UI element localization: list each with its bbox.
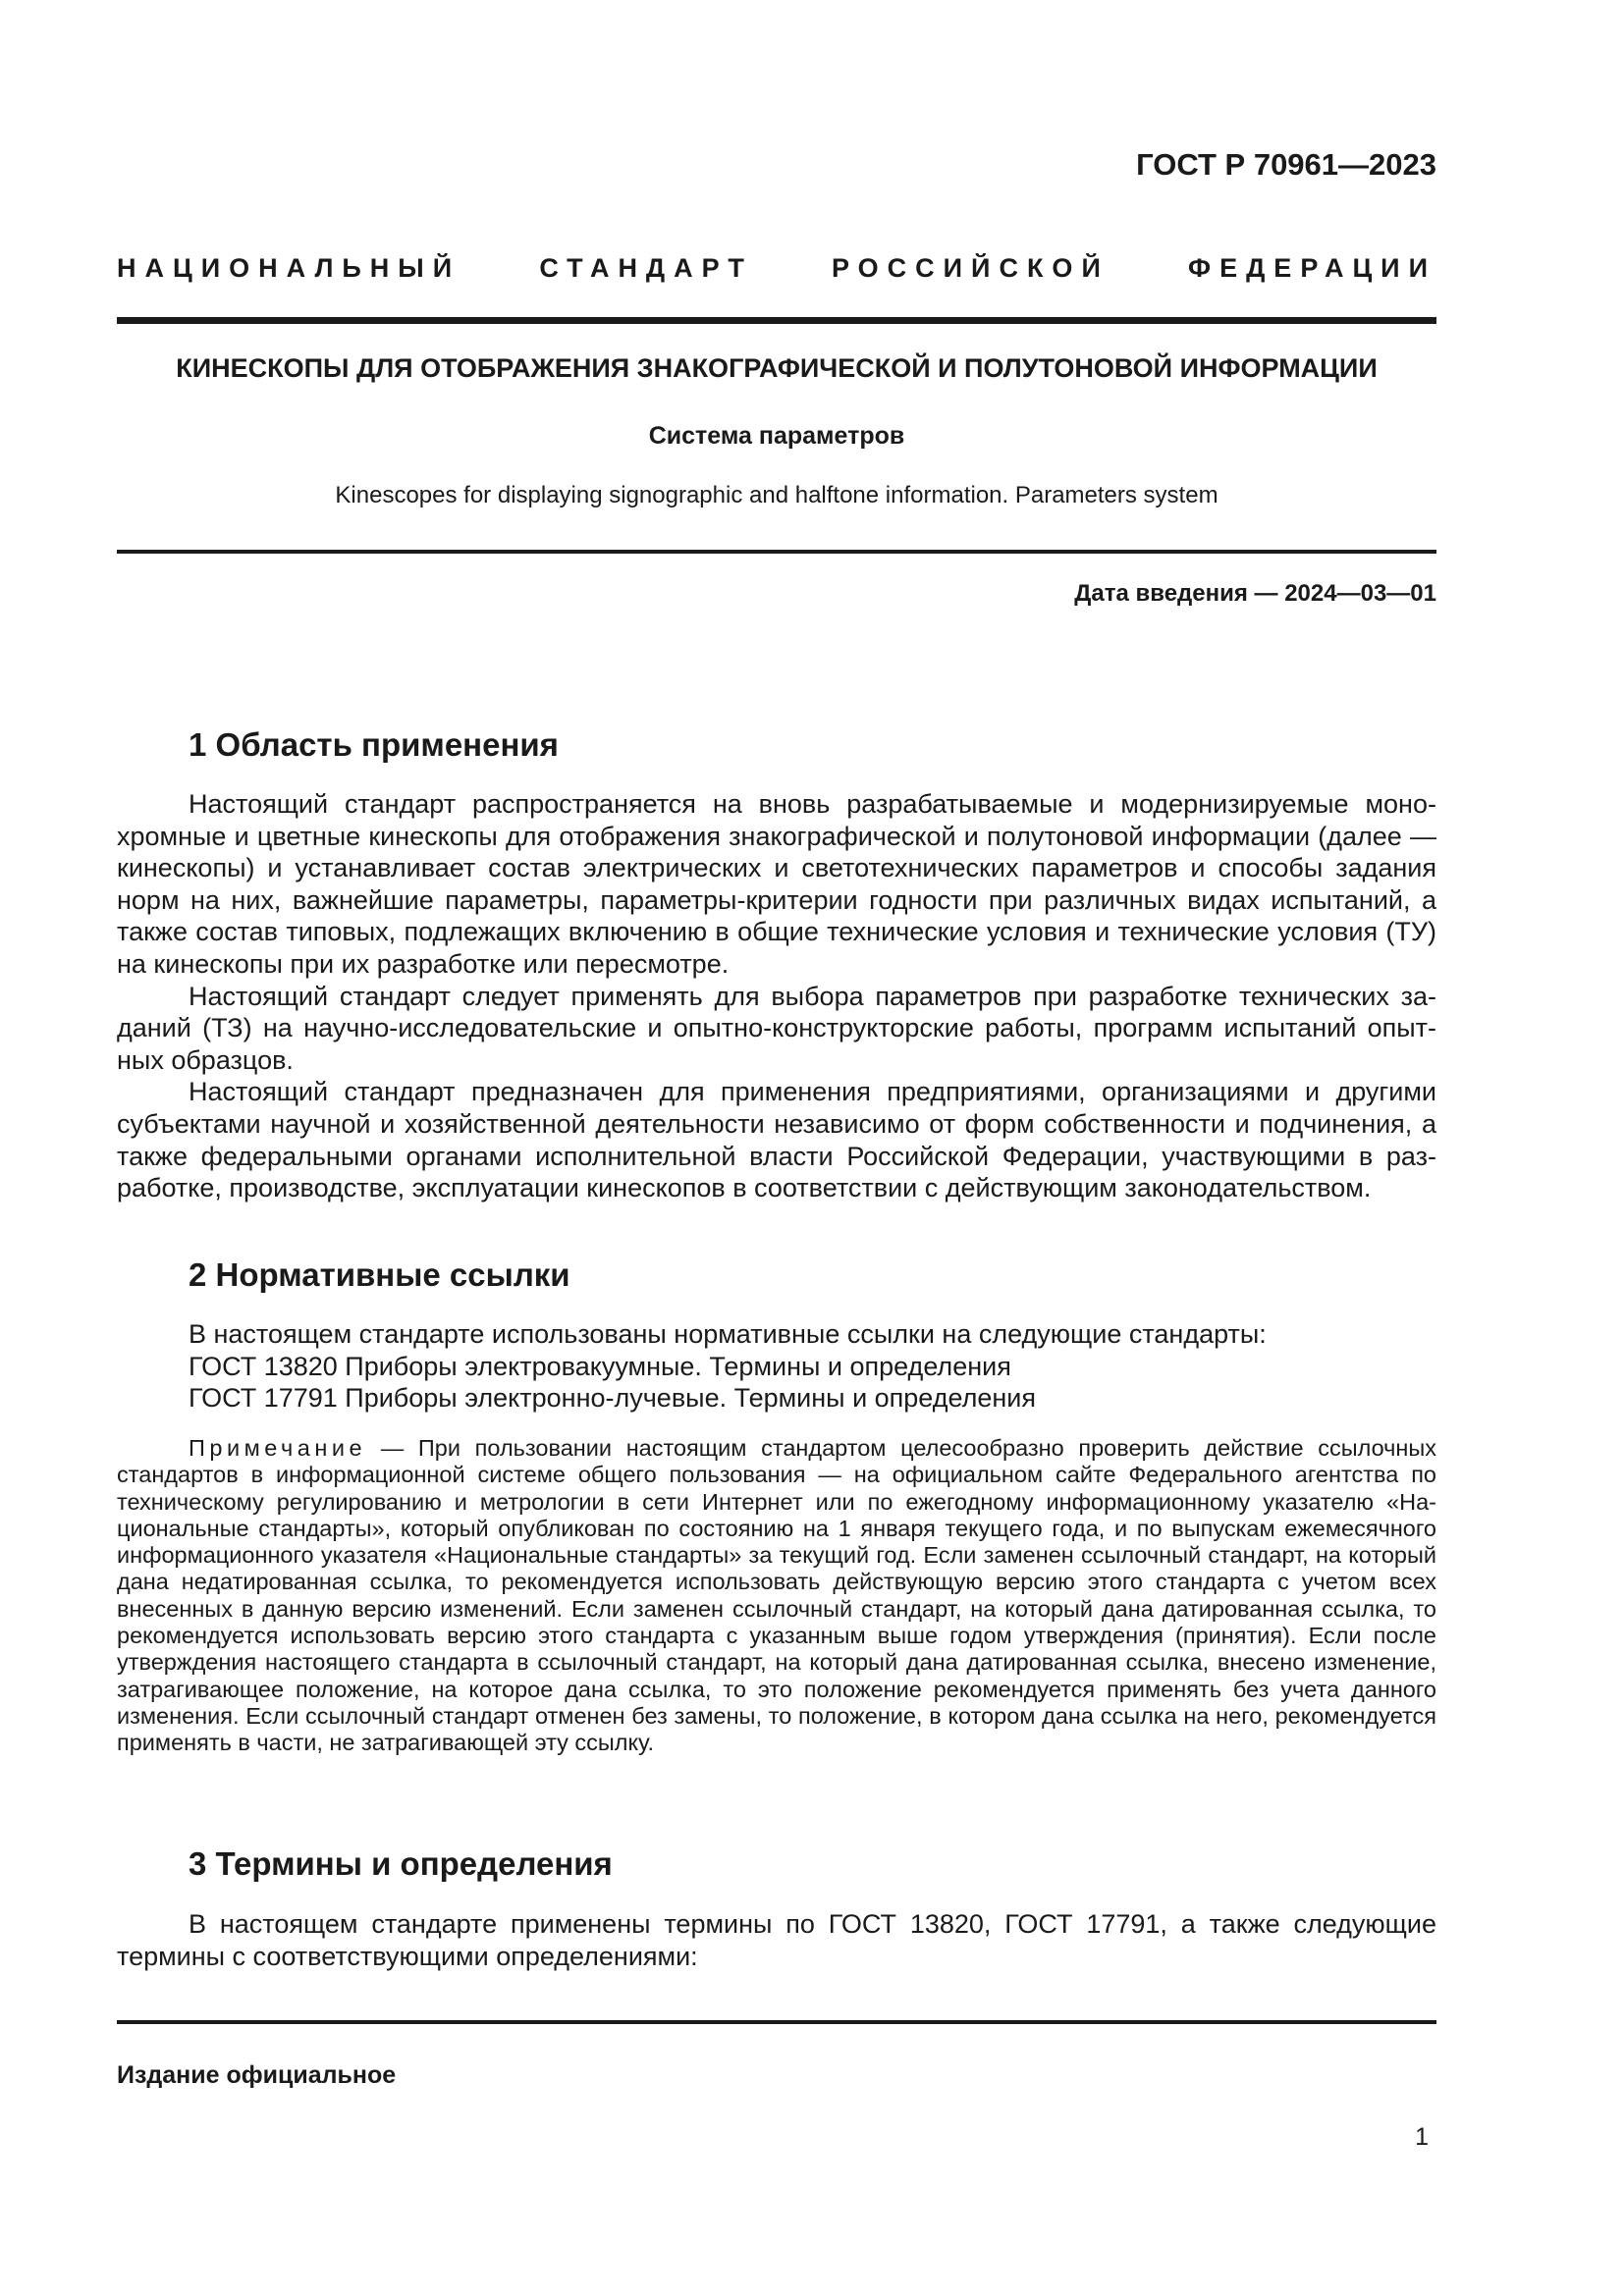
- document-subtitle: Система параметров: [648, 422, 905, 450]
- introduction-date: Дата введения — 2024—03—01: [1074, 580, 1436, 607]
- section-2-references: [189, 1318, 1436, 1415]
- references-intro: В настоящем стандарте использованы нормативные ссылки на следующие стандарты:: [189, 1319, 1267, 1349]
- footer-divider: [117, 2020, 1436, 2024]
- reference-item: ГОСТ 13820 Приборы электровакуумные. Термины и определения: [189, 1351, 1011, 1381]
- section-3-body: [117, 1908, 1436, 1972]
- official-edition-label: Издание официальное: [117, 2061, 397, 2089]
- note-label: Примечание: [189, 1435, 367, 1461]
- section-1-title: 1 Область применения: [189, 726, 559, 763]
- section-1-paragraph: Настоящий стандарт следует применять для выбора параметров при разработке технических заданий (ТЗ) на научно-исследовательские и опытно-конструкторские работы, программ испытаний опытных образцов.: [117, 981, 1436, 1075]
- header-divider: [117, 317, 1436, 324]
- section-3-paragraph: В настоящем стандарте применены термины по ГОСТ 13820, ГОСТ 17791, а также следующие термины с соответствующими определениями:: [117, 1909, 1436, 1971]
- title-divider: [117, 550, 1436, 554]
- document-title-english: Kinescopes for displaying signographic and halftone information. Parameters system: [335, 482, 1218, 508]
- page-number: 1: [1415, 2123, 1429, 2151]
- document-title: КИНЕСКОПЫ ДЛЯ ОТОБРАЖЕНИЯ ЗНАКОГРАФИЧЕСКОЙ И ПОЛУТОНОВОЙ ИНФОРМАЦИИ: [176, 353, 1378, 383]
- section-1-paragraph: Настоящий стандарт предназначен для применения предприятиями, организациями и другими субъектами научной и хозяйственной деятельности независимо от форм собственности и подчинения, а также федеральными органами исполнительной власти Российской Федерации, участвующими в разработке, производстве, эксплуатации кинескопов в соответствии с действующим законодательством.: [117, 1077, 1436, 1203]
- section-1-body: [117, 788, 1436, 1204]
- note-text: — При пользовании настоящим стандартом целесообразно проверить действие ссылочных стандартов в информационной системе общего пользования — на официальном сайте Федерального агентства по техническому регулированию и метрологии в сети Интернет или по ежегодному информационному указателю «Национальные стандарты», который опубликован по состоянию на 1 января текущего года, и по выпускам ежемесячного информационного указателя «Национальные стандарты» за текущий год. Если заменен ссылочный стандарт, на который дана недатированная ссылка, то рекомендуется использовать действующую версию этого стандарта с учетом всех внесенных в данную версию изменений. Если заменен ссылочный стандарт, на который дана датированная ссылка, то рекомендуется использовать версию этого стандарта с указанным выше годом утверждения (принятия). Если после утверждения настоящего стандарта в ссылочный стандарт, на который дана датированная ссылка, внесено изменение, затрагивающее положение, на которое дана ссылка, то это положение рекомендуется применять без учета данного изменения. Если ссылочный стандарт отменен без замены, то положение, в котором дана ссылка на него, рекомендуется применять в части, не затрагивающей эту ссылку.: [117, 1435, 1436, 1756]
- section-1-paragraph: Настоящий стандарт распространяется на вновь разрабатываемые и модернизируемые монохромные и цветные кинескопы для отображения знакографической и полутоновой информации (далее — кинескопы) и устанавливает состав электрических и светотехнических параметров и способы задания норм на них, важнейшие параметры, параметры-критерии годности при различных видах испытаний, а также состав типовых, подлежащих включению в общие технические условия и технические условия (ТУ) на кинескопы при их разработке или пересмотре.: [117, 789, 1436, 979]
- document-page: [117, 0, 1436, 2296]
- document-number: ГОСТ Р 70961—2023: [1136, 147, 1436, 182]
- reference-item: ГОСТ 17791 Приборы электронно-лучевые. Термины и определения: [189, 1383, 1036, 1414]
- section-2-title: 2 Нормативные ссылки: [189, 1256, 570, 1293]
- section-2-note: [117, 1435, 1436, 1757]
- national-standard-heading: НАЦИОНАЛЬНЫЙ СТАНДАРТ РОССИЙСКОЙ ФЕДЕРАЦИИ: [117, 253, 1436, 283]
- section-3-title: 3 Термины и определения: [189, 1845, 613, 1882]
